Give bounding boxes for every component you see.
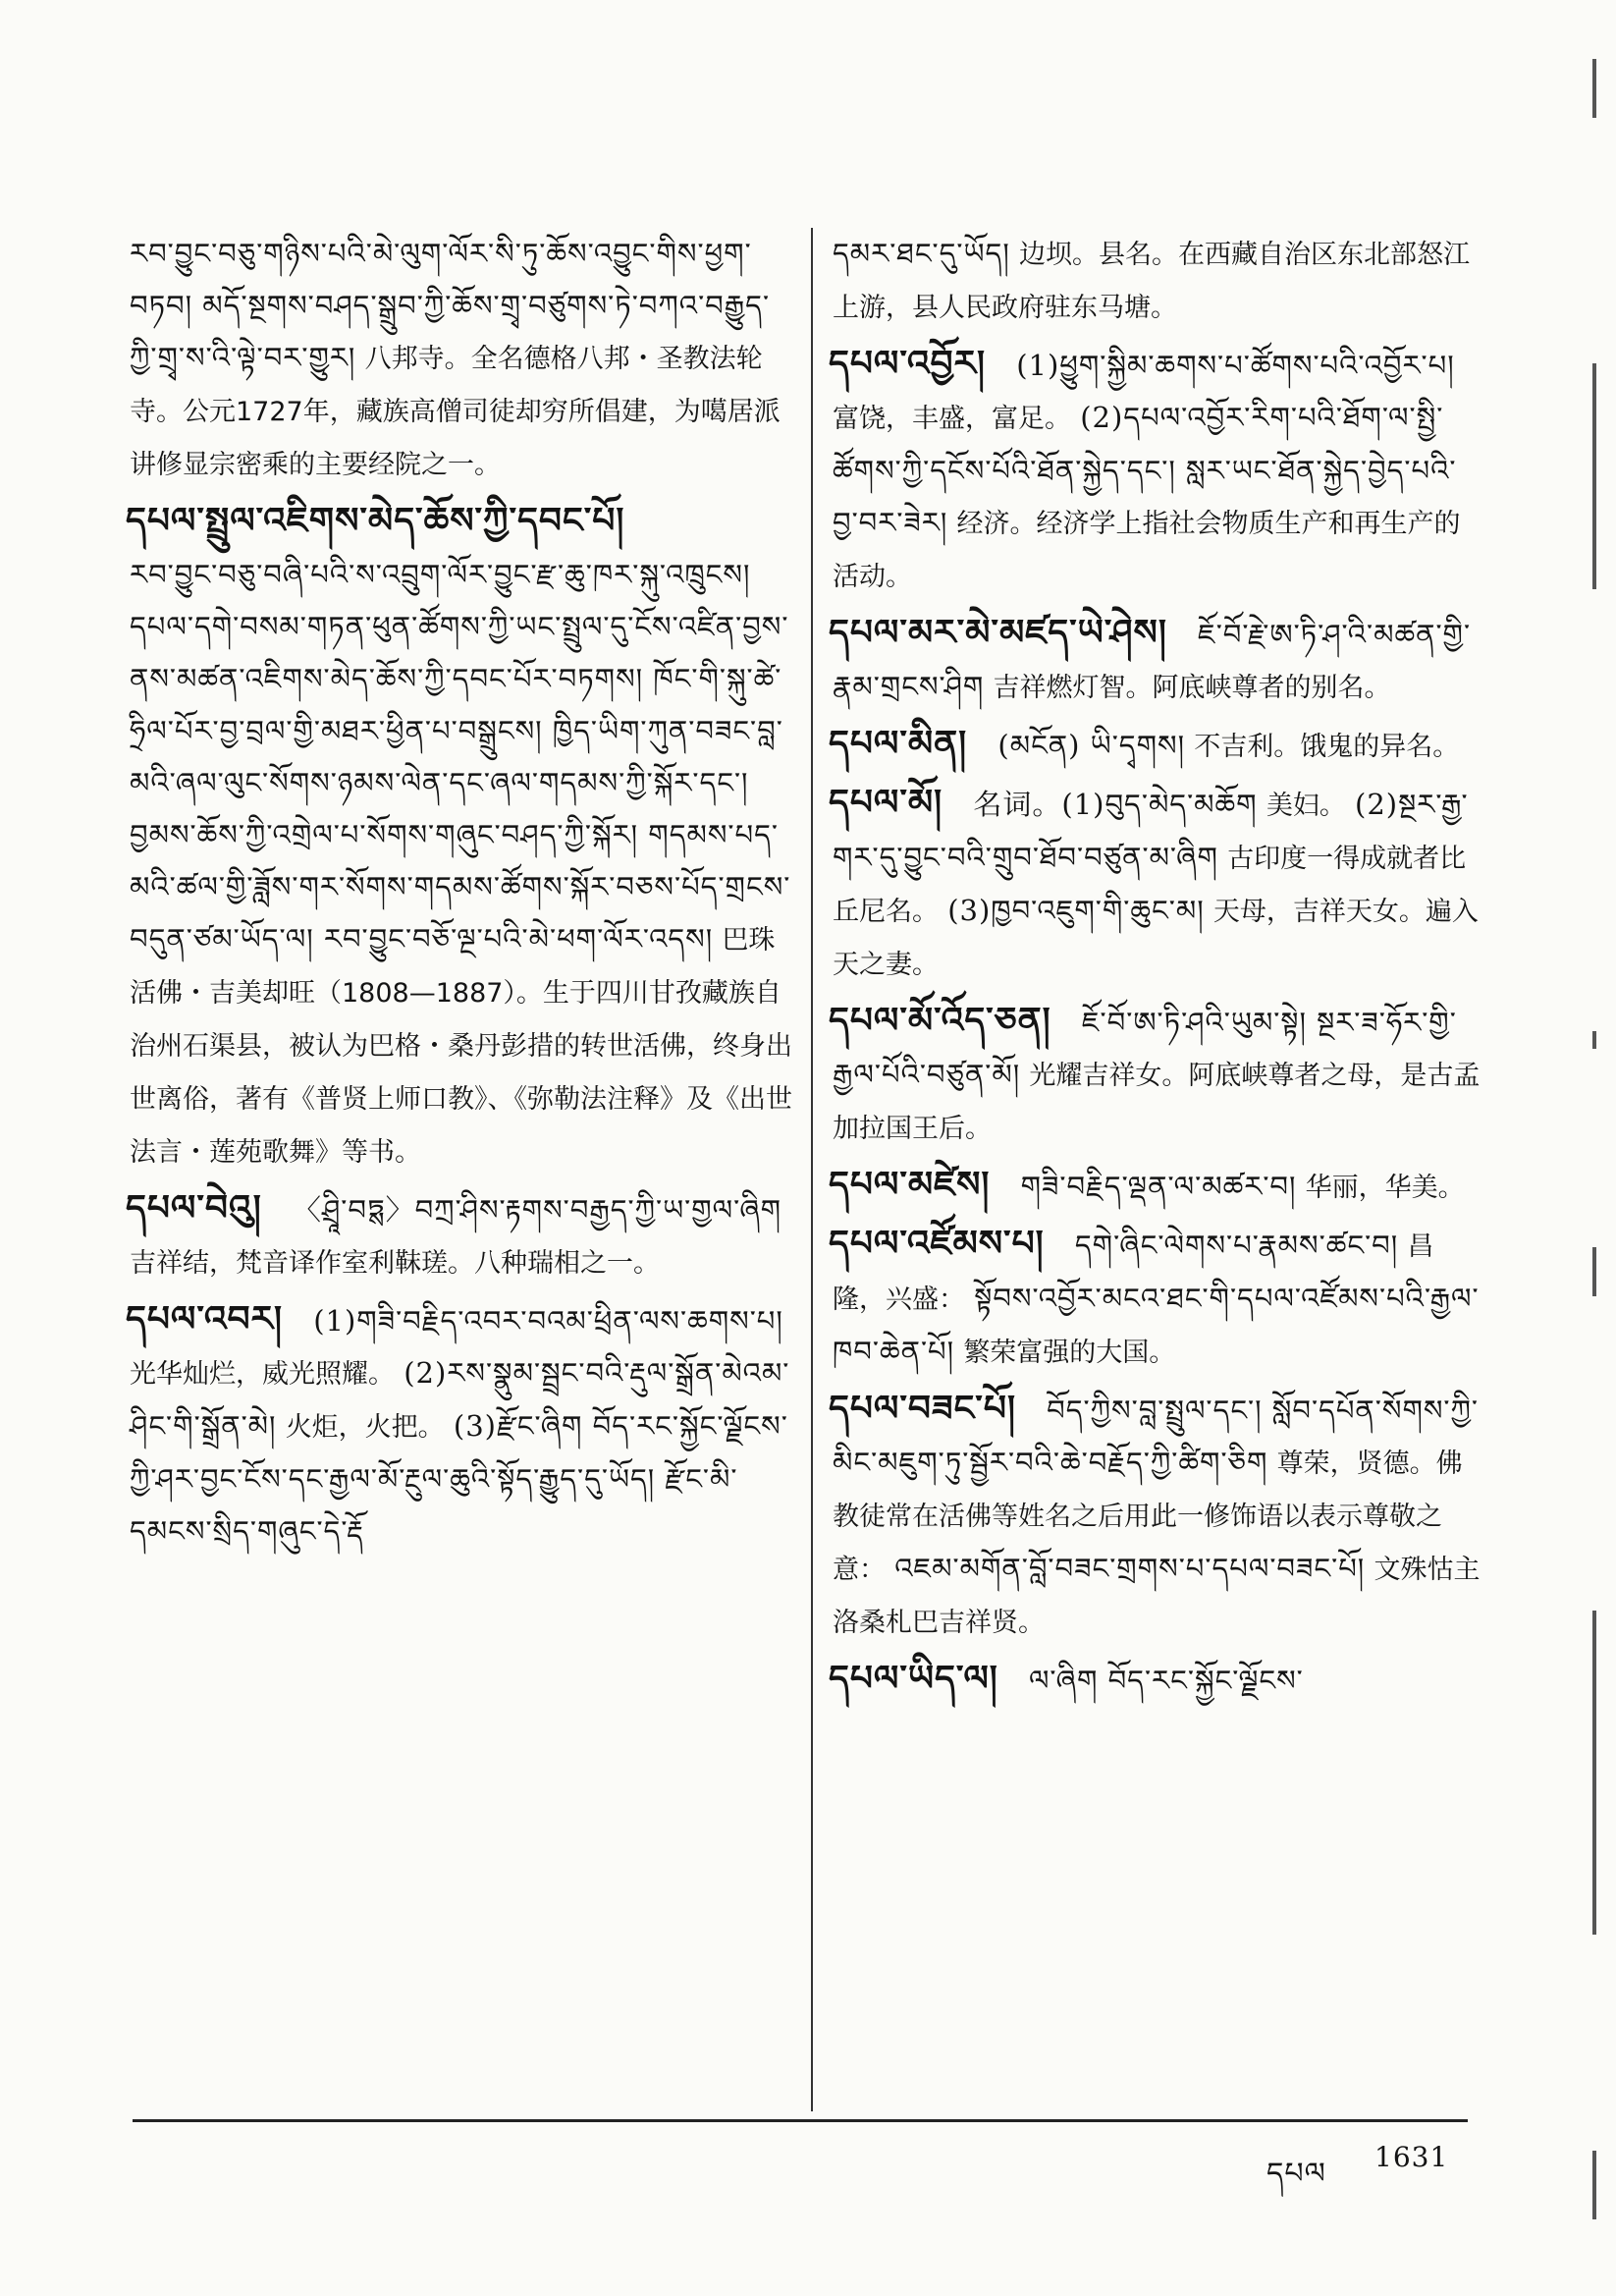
- dictionary-entry: [829, 1159, 1481, 1214]
- dictionary-entry: [130, 228, 797, 491]
- entry-tibetan: དགེ་ཞིང་ལེགས་པ་རྣམས་ཚང་བ།: [1074, 1229, 1399, 1262]
- entry-chinese: 天母，吉祥天女。遍入天之妻。: [833, 897, 1479, 980]
- dictionary-entry: [829, 607, 1481, 714]
- entry-headword: དཔལ་བཟང་པོ།: [829, 1388, 1016, 1429]
- entry-tibetan: རབ་བྱུང་བཅུ་བཞི་པའི་ས་འབྲུག་ལོར་བྱུང་རྫ་ཆུ་ཁར་སྐུ་འཁྲུངས། དཔལ་དགེ་བསམ་གཏན་ཕུན་ཚོགས་ཀྱི་ཡང་སྤྲུལ་དུ་ངོས་འཛིན་བྱས་ནས་མཚན་འཇིགས་མེད་ཆོས་ཀྱི་དབང་པོར་བཏགས། ཁོང་གི་སྐུ་ཚེ་ཧྲིལ་པོར་བྱ་བྲལ་གྱི་མཐར་ཕྱིན་པ་བསྒྲུངས། ཁྱིད་ཡིག་ཀུན་བཟང་བླ་མའི་ཞལ་ལུང་སོགས་ཉམས་ལེན་དང་ཞལ་གདམས་ཀྱི་སྐོར་དང་། བྱམས་ཆོས་ཀྱི་འགྲེལ་པ་སོགས་གཞུང་བཤད་ཀྱི་སྐོར། གདམས་པད་མའི་ཚལ་གྱི་ཟློས་གར་སོགས་གདམས་ཚོགས་སྐོར་བཅས་པོད་གྲངས་བདུན་ཙམ་ཡོད་ལ། རབ་བྱུང་བཅོ་ལྔ་པའི་མེ་ཕག་ལོར་འདས།: [130, 558, 791, 956]
- entry-tibetan: ཇོ་བོ་རྗེ་ཨ་ཏི་ཤ་འི་མཚན་གྱི་རྣམ་གྲངས་ཤིག: [833, 618, 1472, 703]
- entry-chinese: 尊荣，贤德。佛教徒常在活佛等姓名之后用此一修饰语以表示尊敬之意：: [833, 1449, 1463, 1585]
- dictionary-entry: [126, 1293, 797, 1558]
- entry-chinese: 华丽，华美。: [1305, 1173, 1465, 1203]
- left-column: [126, 228, 797, 1561]
- entry-headword: དཔལ་མོ་འོད་ཅན།: [829, 1000, 1051, 1041]
- right-column: [829, 228, 1481, 1711]
- entry-chinese: 文殊怙主洛桑札巴吉祥贤。: [833, 1555, 1481, 1638]
- entry-chinese: 昌隆，兴盛：: [833, 1231, 1434, 1315]
- entry-chinese: 繁荣富强的大国。: [963, 1338, 1176, 1368]
- entry-headword: དཔལ་མིན།: [829, 723, 968, 764]
- entry-chinese: 经济。经济学上指社会物质生产和再生产的活动。: [833, 509, 1461, 592]
- entry-chinese: 光华灿烂，威光照耀。: [130, 1359, 395, 1390]
- entry-chinese: 古印度一得成就者比丘尼名。: [833, 844, 1467, 927]
- entry-tibetan: (2)རས་སྣུམ་སྦྲང་བའི་རྡུལ་སྒྲོན་མེའམ་ཤིང་གི་སྒྲོན་མེ།: [130, 1356, 790, 1443]
- dictionary-entry: [829, 1653, 1481, 1707]
- entry-tibetan: 〈ཤྲཱི་བཏྶ〉བཀྲ་ཤིས་རྟགས་བརྒྱད་ཀྱི་ཡ་གྱལ་ཞིག: [292, 1193, 782, 1227]
- entry-headword: དཔལ་མཛེས།: [829, 1164, 991, 1205]
- page-number: 1631: [1374, 2141, 1449, 2173]
- entry-tibetan: འཇམ་མགོན་བློ་བཟང་གྲགས་པ་དཔལ་བཟང་པོ།: [894, 1552, 1366, 1585]
- dictionary-entry: [829, 338, 1481, 603]
- entry-tibetan: ཇོ་བོ་ཨ་ཏི་ཤའི་ཡུམ་སྟེ། སྔར་ཟ་ཧོར་གྱི་རྒྱལ་པོའི་བཙུན་མོ།: [833, 1006, 1457, 1091]
- entry-tibetan: 名词。(1)བུད་མེད་མཆོག: [973, 788, 1258, 821]
- entry-chinese: 美妇。: [1266, 791, 1346, 821]
- entry-chinese: 富饶，丰盛，富足。: [833, 404, 1071, 434]
- entry-tibetan: བོད་ཀྱིས་བླ་སྤྲུལ་དང་། སློབ་དཔོན་སོགས་ཀྱི་མིང་མཇུག་ཏུ་སྦྱོར་བའི་ཆེ་བརྗོད་ཀྱི་ཚིག་ཅིག: [833, 1394, 1480, 1479]
- entry-headword: དཔལ་འབར།: [126, 1298, 283, 1339]
- dictionary-entry: [829, 995, 1481, 1155]
- entry-headword: དཔལ་བེའུ།: [126, 1187, 262, 1229]
- entry-headword: དཔལ་མར་མེ་མཛད་ཡེ་ཤེས།: [829, 612, 1167, 653]
- dictionary-entry: [829, 1218, 1481, 1379]
- entry-headword: དཔལ་འཛོམས་པ།: [829, 1223, 1045, 1264]
- dictionary-entry: [126, 495, 797, 1178]
- entry-chinese: 巴珠活佛・吉美却旺（1808—1887）。生于四川甘孜藏族自治州石渠县，被认为巴格・桑丹彭措的转世活佛，终身出世离俗，著有《普贤上师口教》、《弥勒法注释》及《出世法言・莲苑歌舞》等书。: [130, 925, 792, 1168]
- entry-tibetan: (3)རྫོང་ཞིག བོད་རང་སྐྱོང་ལྗོངས་ཀྱི་ཤར་བྱང་ངོས་དང་རྒྱལ་མོ་རྔུལ་ཆུའི་སྟོད་རྒྱུད་དུ་ཡོད། རྫོང་མི་དམངས་སྲིད་གཞུང་དེ་རྡོ: [130, 1409, 788, 1548]
- entry-tibetan: དམར་ཐང་དུ་ཡོད།: [833, 237, 1010, 270]
- entry-headword: དཔལ་ཡིད་ལ།: [829, 1658, 998, 1699]
- entry-tibetan: གཟི་བརྗིད་ལྡན་ལ་མཚར་བ།: [1020, 1170, 1297, 1203]
- dictionary-entry: [829, 777, 1481, 991]
- entry-chinese: 吉祥结，梵音译作室利靺瑳。八种瑞相之一。: [130, 1248, 660, 1279]
- entry-headword: དཔལ་སྤྲུལ་འཇིགས་མེད་ཆོས་ཀྱི་དབང་པོ།: [126, 500, 625, 541]
- entry-tibetan: (མངོན) ཡི་དྭགས།: [997, 729, 1186, 762]
- entry-headword: དཔལ་འབྱོར།: [829, 343, 986, 384]
- entry-tibetan: (2)དཔལ་འབྱོར་རིག་པའི་ཐོག་ལ་སྤྱི་ཚོགས་ཀྱི་དངོས་པོའི་ཐོན་སྐྱེད་དང་། སླར་ཡང་ཐོན་སྐྱེད་བྱེད་པའི་བྱ་བར་ཟེར།: [833, 401, 1457, 539]
- entry-tibetan: རབ་བྱུང་བཅུ་གཉིས་པའི་མེ་ལུག་ལོར་སི་ཏུ་ཆོས་འབྱུང་གིས་ཕྱག་བཏབ། མདོ་སྔགས་བཤད་སྒྲུབ་ཀྱི་ཆོས་གྲྭ་བཙུགས་ཏེ་བཀའ་བརྒྱུད་ཀྱི་གྲྭ་ས་འི་ལྟེ་བར་གྱུར།: [130, 237, 771, 374]
- dictionary-entry: [829, 1383, 1481, 1649]
- entry-tibetan: (2)སྔར་རྒྱ་གར་དུ་བྱུང་བའི་གྲུབ་ཐོབ་བཙུན་མ་ཞིག: [833, 788, 1469, 874]
- entry-chinese: 不吉利。饿鬼的异名。: [1194, 732, 1460, 762]
- dictionary-entry: [833, 228, 1481, 334]
- entry-tibetan: སྟོབས་འབྱོར་མངའ་ཐང་གི་དཔལ་འཛོམས་པའི་རྒྱལ་ཁབ་ཆེན་པོ།: [833, 1282, 1480, 1368]
- entry-headword: དཔལ་མོ།: [829, 782, 943, 823]
- entry-chinese: 光耀吉祥女。阿底峡尊者之母，是古孟加拉国王后。: [833, 1061, 1481, 1144]
- entry-tibetan: (1)ཕྱུག་སྐྱིམ་ཆགས་པ་ཚོགས་པའི་འབྱོར་པ།: [1016, 349, 1455, 382]
- entry-tibetan: (1)གཟི་བརྗིད་འབར་བའམ་ཕྲིན་ལས་ཆགས་པ།: [313, 1304, 783, 1338]
- footer-rule: [133, 2119, 1468, 2122]
- entry-tibetan: ལ་ཞིག བོད་རང་སྐྱོང་ལྗོངས་: [1028, 1664, 1304, 1697]
- column-divider: [811, 228, 813, 2111]
- entry-chinese: 八邦寺。全名德格八邦・圣教法轮寺。公元1727年，藏族高僧司徒却穷所倡建，为噶居派讲修显宗密乘的主要经院之一。: [130, 344, 781, 480]
- entry-tibetan: (3)ཁྱབ་འཇུག་གི་ཆུང་མ།: [947, 894, 1205, 927]
- dictionary-entry: [829, 718, 1481, 773]
- entry-chinese: 吉祥燃灯智。阿底峡尊者的别名。: [993, 673, 1391, 703]
- scan-margin-marks: [1587, 39, 1608, 2249]
- entry-chinese: 边坝。县名。在西藏自治区东北部怒江上游，县人民政府驻东马塘。: [833, 240, 1470, 323]
- footer-section-word: དཔལ: [1266, 2157, 1326, 2191]
- entry-chinese: 火炬，火把。: [285, 1412, 445, 1443]
- dictionary-entry: [126, 1182, 797, 1289]
